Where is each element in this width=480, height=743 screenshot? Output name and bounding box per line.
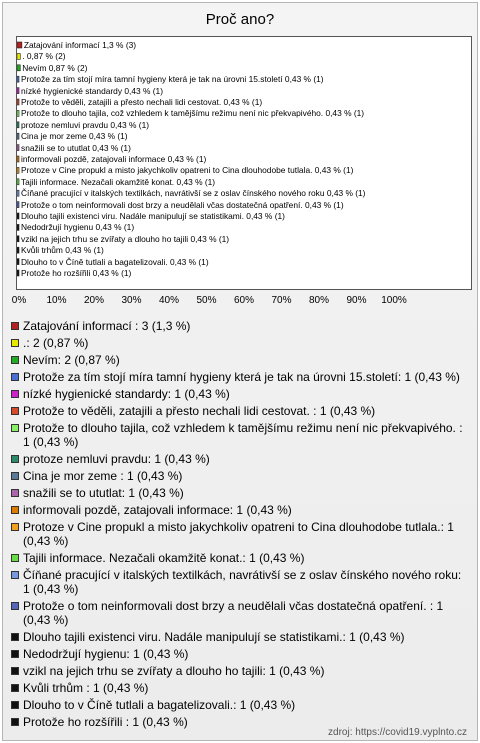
legend-text-15: Dlouho tajili existenci viru. Nadále manipulují se statistikami.: 1 (0,43 %): [23, 630, 405, 644]
x-tick-6: 60%: [233, 295, 255, 306]
x-tick-3: 30%: [121, 295, 142, 306]
bar-11: [17, 167, 19, 173]
legend-item-8: [11, 469, 471, 483]
legend-item-4: [11, 387, 471, 401]
bar-label-20: Protože ho rozšířili 0,43 % (1): [21, 268, 132, 278]
x-tick-4: 40%: [158, 295, 180, 306]
legend-item-0: [11, 319, 471, 333]
bar-14: [17, 202, 19, 208]
bar-label-1: . 0,87 % (2): [22, 51, 66, 62]
legend-swatch-13: [11, 571, 19, 579]
bar-label-10: informovali pozdě, zatajovali informace 0,43 % (1): [21, 154, 207, 164]
bar-label-17: vzikl na jejich trhu se zvířaty a dlouho ho tajili 0,43 % (1): [21, 233, 230, 244]
bar-7: [17, 122, 19, 128]
legend-text-17: vzikl na jejich trhu se zvířaty a dlouho ho tajili: 1 (0,43 %): [23, 664, 325, 678]
legend-item-6: [11, 421, 471, 449]
legend-text-2: Nevím: 2 (0,87 %): [23, 353, 120, 367]
legend-item-2: [11, 353, 471, 367]
legend-text-5: Protože to věděli, zatajili a přesto nechali lidi cestovat. : 1 (0,43 %): [23, 404, 376, 418]
legend-item-18: [11, 681, 471, 695]
legend: [11, 319, 471, 732]
legend-item-1: [11, 336, 471, 350]
legend-swatch-10: [11, 506, 19, 514]
x-tick-7: 70%: [271, 295, 292, 306]
bar-18: [17, 247, 19, 253]
legend-swatch-16: [11, 650, 19, 658]
bar-6: [17, 110, 19, 116]
legend-swatch-15: [11, 633, 19, 641]
legend-item-19: [11, 698, 471, 712]
bar-3: [17, 76, 19, 82]
bar-label-4: nízké hygienické standardy 0,43 % (1): [21, 85, 163, 96]
bar-13: [17, 190, 19, 196]
bar-10: [17, 156, 19, 162]
x-tick-5: 50%: [196, 295, 217, 306]
bar-1: [17, 53, 20, 59]
bar-4: [17, 88, 19, 94]
legend-item-3: [11, 370, 471, 384]
chart-frame: [2, 2, 478, 741]
bar-label-6: Protože to dlouho tajila, což vzhledem k tamějšímu režimu není nic překvapivého. 0,43 % (1): [21, 108, 365, 119]
legend-swatch-4: [11, 390, 19, 398]
bar-label-7: protoze nemluvi pravdu 0,43 % (1): [21, 119, 150, 130]
bar-label-16: Nedodržují hygienu 0,43 % (1): [21, 222, 135, 233]
bar-12: [17, 179, 19, 185]
legend-swatch-19: [11, 701, 19, 709]
legend-text-11: Protoze v Cine propukl a misto jakychkoliv opatreni to Cina dlouhodobe tutlala.: 1 (0,43 %): [23, 520, 454, 548]
bar-19: [17, 259, 19, 265]
bar-8: [17, 133, 19, 139]
bar-20: [17, 270, 19, 276]
bar-9: [17, 145, 19, 151]
legend-text-20: Protože ho rozšířili : 1 (0,43 %): [23, 715, 188, 729]
bar-label-8: Cina je mor zeme 0,43 % (1): [21, 131, 128, 142]
x-tick-10: 100%: [381, 295, 407, 306]
legend-swatch-0: [11, 322, 19, 330]
legend-item-5: [11, 404, 471, 418]
legend-item-12: [11, 551, 471, 565]
plot-area: [16, 36, 472, 290]
bar-label-3: Protože za tím stojí míra tamní hygieny která je tak na úrovni 15.století 0,43 % (1): [21, 74, 324, 85]
x-tick-2: 20%: [83, 295, 105, 306]
legend-item-9: [11, 486, 471, 500]
legend-text-4: nízké hygienické standardy: 1 (0,43 %): [23, 387, 230, 401]
x-tick-8: 80%: [308, 295, 330, 306]
bar-16: [17, 224, 19, 230]
legend-text-16: Nedodržují hygienu: 1 (0,43 %): [23, 647, 189, 661]
legend-swatch-8: [11, 472, 19, 480]
legend-item-15: [11, 630, 471, 644]
bar-label-2: Nevím 0,87 % (2): [22, 62, 88, 73]
legend-item-7: [11, 452, 471, 466]
legend-text-8: Cina je mor zeme : 1 (0,43 %): [23, 469, 183, 483]
legend-swatch-6: [11, 424, 19, 432]
bar-label-18: Kvůli trhům 0,43 % (1): [21, 245, 104, 256]
legend-text-12: Tajili informace. Nezačali okamžitě konat.: 1 (0,43 %): [23, 551, 305, 565]
legend-item-16: [11, 647, 471, 661]
legend-swatch-1: [11, 339, 19, 347]
legend-swatch-20: [11, 718, 19, 726]
legend-item-11: [11, 520, 471, 548]
bar-label-13: Číňané pracující v italských textilkách, navrátivší se z oslav čínského nového roku 0,43 % (1): [21, 188, 366, 199]
legend-text-3: Protože za tím stojí míra tamní hygieny která je tak na úrovni 15.století: 1 (0,43 %): [23, 370, 460, 384]
legend-text-10: informovali pozdě, zatajovali informace: 1 (0,43 %): [23, 503, 292, 517]
chart-title: Proč ano?: [205, 11, 275, 28]
bar-17: [17, 236, 19, 242]
legend-item-13: [11, 568, 471, 596]
bar-label-9: snažili se to ututlat 0,43 % (1): [21, 142, 131, 153]
bar-5: [17, 99, 19, 105]
legend-text-7: protoze nemluvi pravdu: 1 (0,43 %): [23, 452, 210, 466]
bar-label-0: Zatajování informací 1,3 % (3): [23, 40, 137, 50]
legend-swatch-3: [11, 373, 19, 381]
legend-text-9: snažili se to ututlat: 1 (0,43 %): [23, 486, 184, 500]
legend-text-19: Dlouho to v Číně tutlali a bagatelizovali.: 1 (0,43 %): [23, 698, 296, 712]
legend-item-17: [11, 664, 471, 678]
x-tick-1: 10%: [46, 295, 67, 306]
bar-label-15: Dlouho tajili existenci viru. Nadále manipulují se statistikami. 0,43 % (1): [21, 211, 285, 221]
legend-text-6: Protože to dlouho tajila, což vzhledem k tamějšímu režimu není nic překvapivého. : 1 (0,43 %): [23, 421, 463, 449]
legend-swatch-11: [11, 523, 19, 531]
x-tick-0: 0%: [11, 295, 27, 306]
bar-label-5: Protože to věděli, zatajili a přesto nechali lidi cestovat. 0,43 % (1): [21, 97, 263, 107]
legend-text-18: Kvůli trhům : 1 (0,43 %): [23, 681, 149, 695]
x-tick-9: 90%: [346, 295, 367, 306]
legend-swatch-17: [11, 667, 19, 675]
bar-2: [17, 65, 20, 71]
bar-label-14: Protože o tom neinformovali dost brzy a neudělali včas dostatečná opatření. 0,43 % (1): [21, 199, 344, 210]
legend-text-14: Protože o tom neinformovali dost brzy a neudělali včas dostatečná opatření. : 1 (0,43 %): [23, 599, 444, 627]
legend-text-0: Zatajování informací : 3 (1,3 %): [23, 319, 191, 333]
legend-swatch-5: [11, 407, 19, 415]
legend-swatch-18: [11, 684, 19, 692]
bar-label-11: Protoze v Cine propukl a misto jakychkoliv opatreni to Cina dlouhodobe tutlala. 0,43 % (1): [21, 165, 354, 176]
legend-swatch-14: [11, 602, 19, 610]
legend-text-13: Číňané pracující v italských textilkách, navrátivší se z oslav čínského nového roku: 1 (0,43 %): [23, 568, 462, 596]
bar-label-12: Tajili informace. Nezačali okamžitě konat. 0,43 % (1): [21, 176, 216, 187]
legend-swatch-9: [11, 489, 19, 497]
legend-swatch-12: [11, 554, 19, 562]
legend-item-14: [11, 599, 471, 627]
legend-text-1: .: 2 (0,87 %): [23, 336, 89, 350]
bar-15: [17, 213, 19, 219]
legend-swatch-2: [11, 356, 19, 364]
legend-item-10: [11, 503, 471, 517]
legend-swatch-7: [11, 455, 19, 463]
bar-0: [17, 42, 22, 48]
bar-label-19: Dlouho to v Číně tutlali a bagatelizovali. 0,43 % (1): [21, 256, 209, 267]
source-note: zdroj: https://covid19.vyplnto.cz: [328, 727, 467, 738]
